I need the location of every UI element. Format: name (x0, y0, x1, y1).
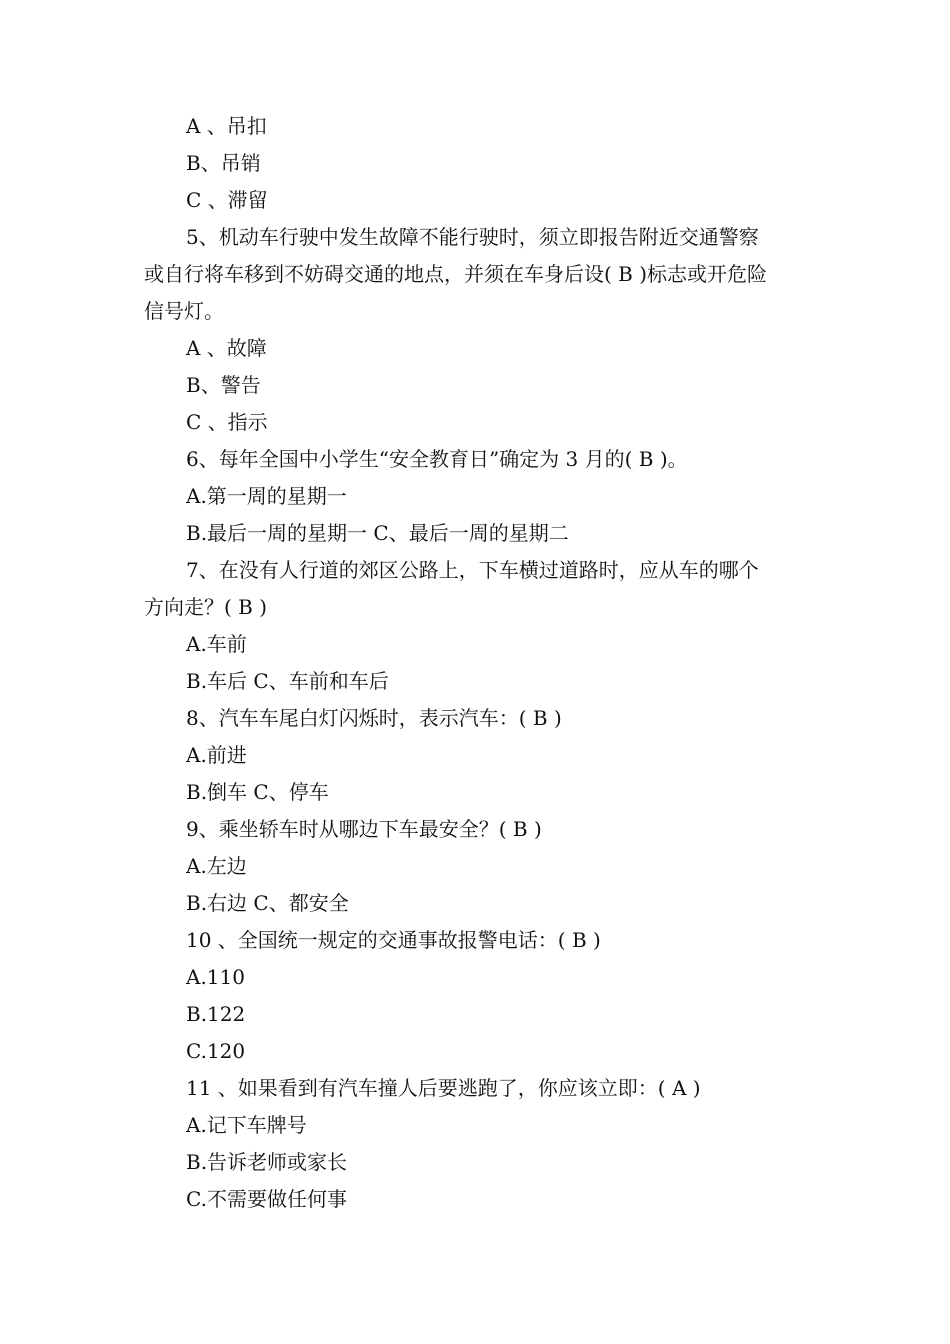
option-line: B.右边 C、都安全 (186, 891, 349, 915)
question-line: 5、机动车行驶中发生故障不能行驶时，须立即报告附近交通警察 (186, 225, 759, 249)
option-line: A 、吊扣 (186, 114, 267, 138)
option-line: A 、故障 (186, 336, 267, 360)
document-body (144, 108, 814, 1218)
question-continuation: 信号灯。 (144, 299, 224, 323)
option-line: C.120 (186, 1039, 246, 1063)
option-line: B、警告 (186, 373, 261, 397)
option-line: A.110 (186, 965, 245, 989)
option-line: B.最后一周的星期一 C、最后一周的星期二 (186, 521, 569, 545)
option-line: C 、滞留 (186, 188, 268, 212)
option-line: B、吊销 (186, 151, 261, 175)
option-line: C 、指示 (186, 410, 268, 434)
option-line: C.不需要做任何事 (186, 1187, 347, 1211)
question-line: 11 、如果看到有汽车撞人后要逃跑了，你应该立即：( A ) (186, 1076, 701, 1100)
question-line: 7、在没有人行道的郊区公路上，下车横过道路时，应从车的哪个 (186, 558, 759, 582)
option-line: A.第一周的星期一 (186, 484, 347, 508)
option-line: A.车前 (186, 632, 247, 656)
question-line: 10 、全国统一规定的交通事故报警电话：( B ) (186, 928, 601, 952)
question-continuation: 方向走？( B ) (144, 595, 268, 619)
option-line: B.倒车 C、停车 (186, 780, 329, 804)
option-line: A.左边 (186, 854, 247, 878)
question-continuation: 或自行将车移到不妨碍交通的地点，并须在车身后设( B )标志或开危险 (144, 262, 768, 286)
option-line: B.车后 C、车前和车后 (186, 669, 389, 693)
option-line: A.前进 (186, 743, 247, 767)
question-line: 6、每年全国中小学生“安全教育日”确定为 3 月的( B )。 (186, 447, 688, 471)
option-line: B.告诉老师或家长 (186, 1150, 348, 1174)
option-line: B.122 (186, 1002, 246, 1026)
option-line: A.记下车牌号 (186, 1113, 307, 1137)
question-line: 9、乘坐轿车时从哪边下车最安全？( B ) (186, 817, 542, 841)
question-line: 8、汽车车尾白灯闪烁时，表示汽车：( B ) (186, 706, 562, 730)
